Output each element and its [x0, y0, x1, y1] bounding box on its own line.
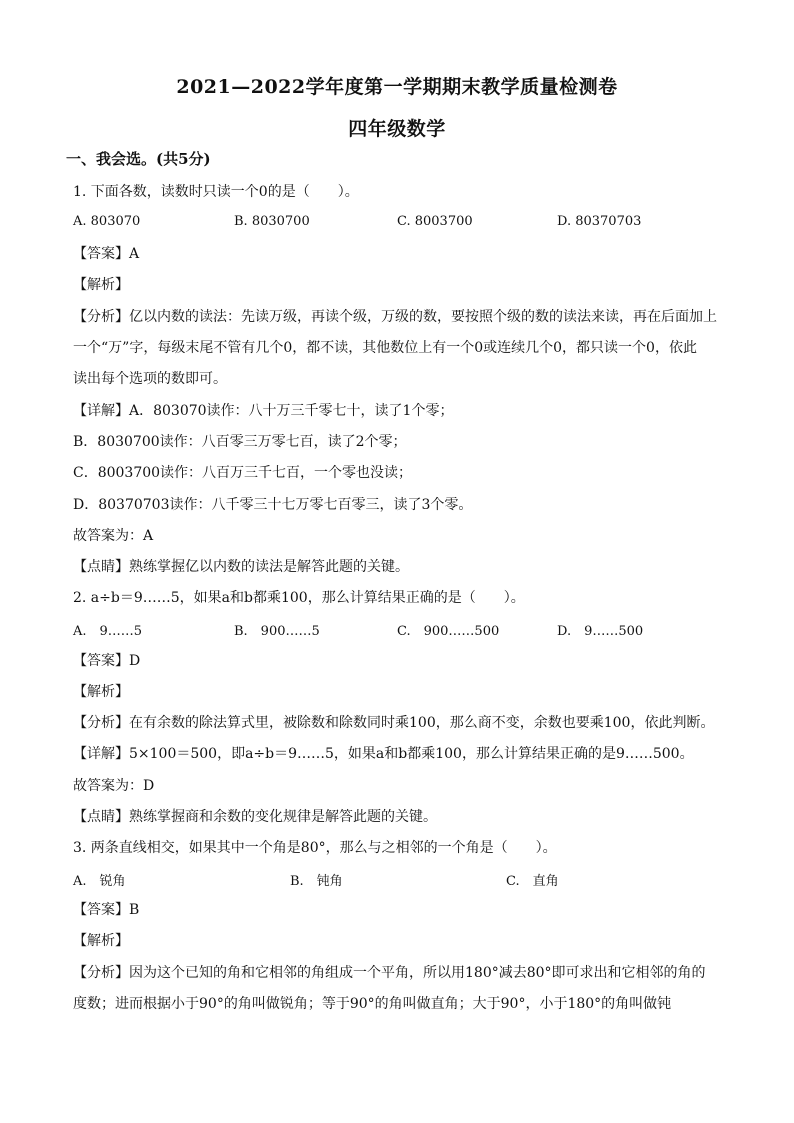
q1-conclusion: 故答案为：A: [73, 528, 154, 544]
q1-stem: 1. 下面各数，读数时只读一个0的是（ ）。: [73, 184, 359, 200]
q1-fenxi-line: 一个“万”字，每级末尾不管有几个0，都不读，其他数位上有一个0或连续几个0，都只读一个0，依此: [73, 340, 697, 356]
q2-option-b: B. 900……5: [234, 624, 320, 639]
q1-detail-line: B．8030700读作：八百零三万零七百，读了2个零；: [73, 434, 407, 450]
q2-key-point: 【点睛】熟练掌握商和余数的变化规律是解答此题的关键。: [73, 809, 437, 825]
q1-option-a: A. 803070: [73, 214, 141, 229]
q1-fenxi-line: 读出每个选项的数即可。: [73, 371, 227, 387]
q3-fenxi-line: 度数；进而根据小于90°的角叫做锐角；等于90°的角叫做直角；大于90°，小于180°的角叫做钝: [73, 996, 672, 1012]
q2-detail: 【详解】5×100＝500，即a÷b＝9……5，如果a和b都乘100，那么计算结果正确的是9……500。: [73, 746, 694, 762]
q1-option-c: C. 8003700: [397, 214, 473, 229]
exam-subtitle: 四年级数学: [348, 118, 446, 140]
section-heading: 一、我会选。(共5分): [66, 150, 211, 168]
q3-option-b: B. 钝角: [290, 874, 343, 889]
q2-option-c: C. 900……500: [397, 624, 500, 639]
q1-detail-line: D．80370703读作：八千零三十七万零七百零三，读了3个零。: [73, 497, 473, 513]
q3-answer: 【答案】B: [73, 902, 140, 918]
q2-conclusion: 故答案为：D: [73, 778, 155, 794]
exam-title: 2021—2022学年度第一学期期末教学质量检测卷: [176, 76, 618, 98]
q1-analysis-label: 【解析】: [73, 277, 129, 293]
q1-fenxi-line: 【分析】亿以内数的读法：先读万级，再读个级，万级的数，要按照个级的数的读法来读，再在后面加上: [73, 309, 717, 325]
q3-analysis-label: 【解析】: [73, 933, 129, 949]
q1-option-d: D. 80370703: [557, 214, 642, 229]
q2-option-a: A. 9……5: [73, 624, 143, 639]
q2-answer: 【答案】D: [73, 653, 141, 669]
q2-fenxi: 【分析】在有余数的除法算式里，被除数和除数同时乘100，那么商不变，余数也要乘100，依此判断。: [73, 715, 715, 731]
q2-analysis-label: 【解析】: [73, 684, 129, 700]
q1-detail-line: C．8003700读作：八百万三千七百，一个零也没读；: [73, 465, 413, 481]
q1-answer: 【答案】A: [73, 246, 140, 262]
q1-option-b: B. 8030700: [234, 214, 310, 229]
q3-stem: 3. 两条直线相交，如果其中一个角是80°，那么与之相邻的一个角是（ ）。: [73, 840, 557, 856]
q2-option-d: D. 9……500: [557, 624, 644, 639]
q1-key-point: 【点睛】熟练掌握亿以内数的读法是解答此题的关键。: [73, 559, 409, 575]
q3-fenxi-line: 【分析】因为这个已知的角和它相邻的角组成一个平角，所以用180°减去80°即可求出和它相邻的角的: [73, 965, 706, 981]
q3-option-c: C. 直角: [506, 874, 559, 889]
q2-stem: 2. a÷b＝9……5，如果a和b都乘100，那么计算结果正确的是（ ）。: [73, 590, 525, 606]
q1-detail-line: 【详解】A．803070读作：八十万三千零七十，读了1个零；: [73, 403, 454, 419]
q3-option-a: A. 锐角: [73, 874, 126, 889]
